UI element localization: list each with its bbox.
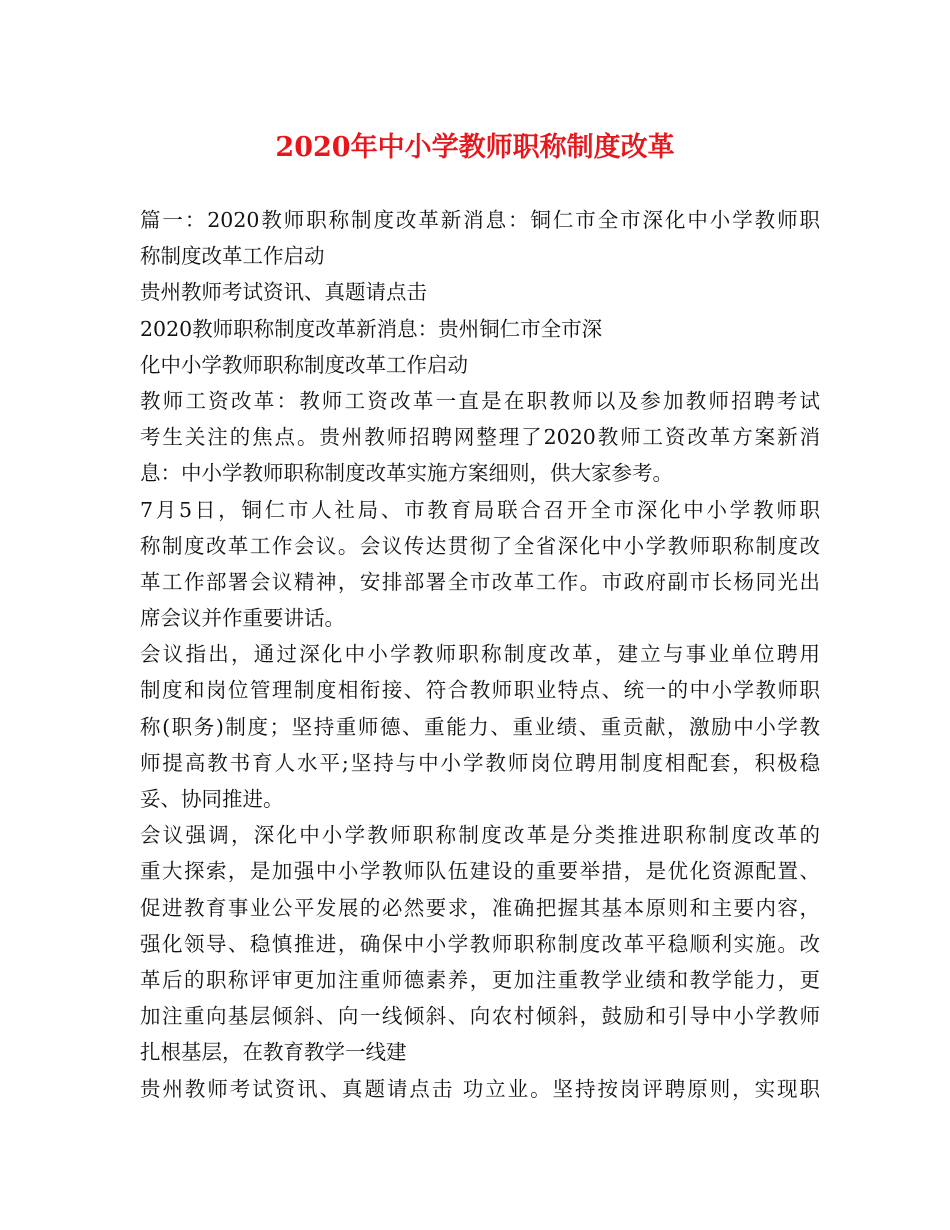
body-line: 称制度改革工作启动 <box>140 244 325 269</box>
body-line: 化中小学教师职称制度改革工作启动 <box>140 352 468 377</box>
document-title: 2020年中小学教师职称制度改革 <box>275 132 675 163</box>
body-line: 师提高教书育人水平;坚持与中小学教师岗位聘用制度相配套，积极稳 <box>140 750 820 775</box>
body-line: 称制度改革工作会议。会议传达贯彻了全省深化中小学教师职称制度改 <box>140 533 820 558</box>
body-line: 妥、协同推进。 <box>140 787 284 811</box>
body-line: 制度和岗位管理制度相衔接、符合教师职业特点、统一的中小学教师职 <box>140 678 820 703</box>
body-line: 贵州教师考试资讯、真题请点击 <box>140 280 427 305</box>
body-line: 扎根基层，在教育教学一线建 <box>140 1040 407 1065</box>
body-line: 篇一：2020教师职称制度改革新消息：铜仁市全市深化中小学教师职 <box>140 208 820 232</box>
body-line: 7月5日，铜仁市人社局、市教育局联合召开全市深化中小学教师职 <box>140 497 820 522</box>
body-line: 教师工资改革：教师工资改革一直是在职教师以及参加教师招聘考试 <box>140 388 820 413</box>
body-line: 会议强调，深化中小学教师职称制度改革是分类推进职称制度改革的 <box>140 823 820 848</box>
body-line: 重大探索，是加强中小学教师队伍建设的重要举措，是优化资源配置、 <box>140 859 820 884</box>
body-line: 贵州教师考试资讯、真题请点击 功立业。坚持按岗评聘原则，实现职 <box>140 1076 820 1101</box>
body-line: 考生关注的焦点。贵州教师招聘网整理了2020教师工资改革方案新消 <box>140 425 820 450</box>
body-line: 促进教育事业公平发展的必然要求，准确把握其基本原则和主要内容， <box>140 895 820 920</box>
body-line: 称(职务)制度；坚持重师德、重能力、重业绩、重贡献，激励中小学教 <box>140 714 820 739</box>
body-line: 革工作部署会议精神，安排部署全市改革工作。市政府副市长杨同光出 <box>140 569 820 594</box>
body-line: 2020教师职称制度改革新消息：贵州铜仁市全市深 <box>140 316 603 341</box>
document-body <box>140 202 820 1107</box>
body-line: 革后的职称评审更加注重师德素养，更加注重教学业绩和教学能力，更 <box>140 967 820 992</box>
body-line: 席会议并作重要讲话。 <box>140 606 345 631</box>
body-line: 加注重向基层倾斜、向一线倾斜、向农村倾斜，鼓励和引导中小学教师 <box>140 1004 820 1029</box>
body-line: 会议指出，通过深化中小学教师职称制度改革，建立与事业单位聘用 <box>140 642 820 667</box>
body-line: 强化领导、稳慎推进，确保中小学教师职称制度改革平稳顺利实施。改 <box>140 931 820 956</box>
body-line: 息：中小学教师职称制度改革实施方案细则，供大家参考。 <box>140 461 673 486</box>
